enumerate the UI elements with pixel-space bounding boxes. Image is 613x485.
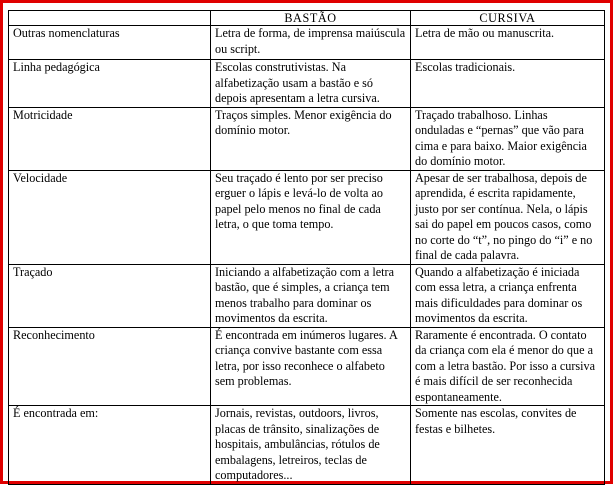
bastao-cell: Seu traçado é lento por ser preciso erguer o lápis e levá-lo de volta ao papel pelo menos no final de cada letra, o que toma tempo. bbox=[211, 170, 411, 264]
bastao-cell: Traços simples. Menor exigência do domínio motor. bbox=[211, 107, 411, 170]
table-row bbox=[9, 26, 605, 60]
row-label: Motricidade bbox=[9, 107, 211, 170]
table-row bbox=[9, 406, 605, 485]
cursiva-cell: Somente nas escolas, convites de festas e bilhetes. bbox=[411, 406, 605, 485]
comparison-table bbox=[8, 10, 605, 485]
cursiva-cell: Raramente é encontrada. O contato da criança com ela é menor do que a com a letra bastão. Por isso a cursiva é mais difícil de ser reconhecida espontaneamente. bbox=[411, 327, 605, 406]
bastao-cell: Letra de forma, de imprensa maiúscula ou script. bbox=[211, 26, 411, 60]
header-empty bbox=[9, 11, 211, 26]
bastao-cell: Iniciando a alfabetização com a letra bastão, que é simples, a criança tem menos trabalho para dominar os movimentos da escrita. bbox=[211, 264, 411, 327]
row-label: Traçado bbox=[9, 264, 211, 327]
row-label: Reconhecimento bbox=[9, 327, 211, 406]
row-label: Linha pedagógica bbox=[9, 60, 211, 108]
row-label: Outras nomenclaturas bbox=[9, 26, 211, 60]
cursiva-cell: Traçado trabalhoso. Linhas onduladas e “pernas” que vão para cima e para baixo. Maior exigência do domínio motor. bbox=[411, 107, 605, 170]
cursiva-cell: Apesar de ser trabalhosa, depois de aprendida, é escrita rapidamente, justo por ser contínua. Nela, o lápis sai do papel em poucos casos, como no corte do “t”, no pingo do “i” e no final de cada palavra. bbox=[411, 170, 605, 264]
cursiva-cell: Escolas tradicionais. bbox=[411, 60, 605, 108]
cursiva-cell: Letra de mão ou manuscrita. bbox=[411, 26, 605, 60]
cursiva-cell: Quando a alfabetização é iniciada com essa letra, a criança enfrenta mais dificuldades para dominar os movimentos da escrita. bbox=[411, 264, 605, 327]
table-row bbox=[9, 170, 605, 264]
table-row bbox=[9, 107, 605, 170]
row-label: É encontrada em: bbox=[9, 406, 211, 485]
bastao-cell: Escolas construtivistas. Na alfabetização usam a bastão e só depois apresentam a letra cursiva. bbox=[211, 60, 411, 108]
table-row bbox=[9, 60, 605, 108]
table-row bbox=[9, 264, 605, 327]
bastao-cell: É encontrada em inúmeros lugares. A criança convive bastante com essa letra, por isso reconhece o alfabeto sem problemas. bbox=[211, 327, 411, 406]
header-cursiva: CURSIVA bbox=[411, 11, 605, 26]
header-row bbox=[9, 11, 605, 26]
header-bastao: BASTÃO bbox=[211, 11, 411, 26]
bastao-cell: Jornais, revistas, outdoors, livros, placas de trânsito, sinalizações de hospitais, ambulâncias, rótulos de embalagens, letreiros, teclas de computadores... bbox=[211, 406, 411, 485]
table-row bbox=[9, 327, 605, 406]
row-label: Velocidade bbox=[9, 170, 211, 264]
